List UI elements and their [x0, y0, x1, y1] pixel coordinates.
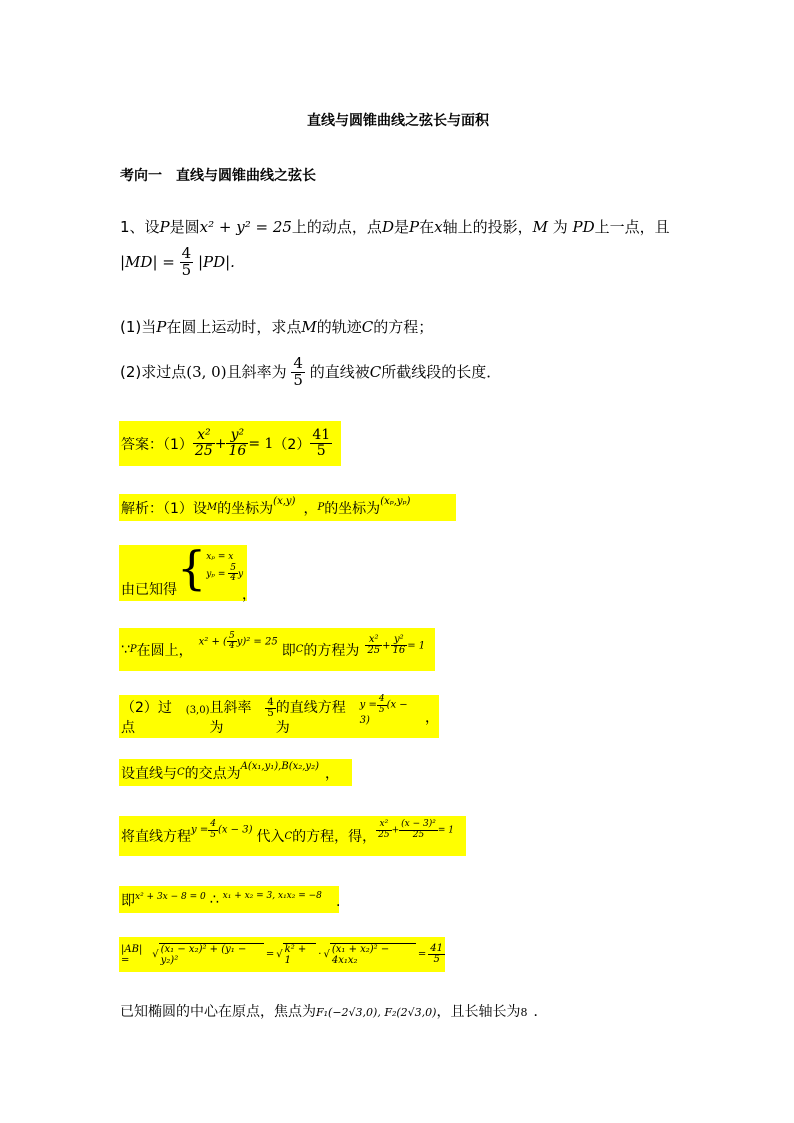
problem-line-2: |MD| = $\frac{4}{5}$ |PD|.: [120, 244, 235, 279]
page-title: 直线与圆锥曲线之弦长与面积: [307, 113, 489, 129]
solution-line-1: 解析：（1）设 M 的坐标为 (x,y) ， P 的坐标为 (xₚ,yₚ): [119, 494, 456, 521]
problem-part-2: (2)求过点(3, 0)且斜率为 $\frac{4}{5}$ 的直线被C所截线段的长度．: [120, 354, 502, 389]
solution-line-8: |AB| = √ (x₁ − x₂)² + (y₁ − y₂)² = √ k² + 1 · √ (x₁ + x₂)² − 4x₁x₂ = $\frac{41}{5}$: [119, 937, 445, 972]
answer-highlight: 答案：（1） $\frac{\text{x²}}{25}$ + $\frac{\text{y²}}{16}$ = 1 （2） $\frac{41}{5}$: [119, 421, 341, 466]
last-line: 已知椭圆的中心在原点，焦点为F₁(−2√3,0), F₂(2√3,0)，且长轴长为8 ．: [120, 1004, 548, 1020]
solution-line-7: 即 x² + 3x − 8 = 0 ∴ x₁ + x₂ = 3, x₁x₂ = −8: [119, 886, 339, 913]
solution-line-3: ∵ P 在圆上， x² + ( $\frac{5}{4}$ y)² = 25 即 C 的方程为 $\frac{\text{x²}}{25}$ + $\frac{\text{y²}}{16}$ = 1: [119, 628, 435, 671]
section-heading: 考向一 直线与圆锥曲线之弦长: [120, 168, 316, 184]
solution-line-4: （2）过点 (3,0) 且斜率为 $\frac{4}{5}$ 的直线方程为 y = $\frac{4}{5}$ (x − 3) ，: [119, 695, 439, 738]
solution-line-6: 将直线方程 y = $\frac{4}{5}$ (x − 3) 代入 C 的方程，得， $\frac{\text{x²}}{25}$ + $\frac{\text{(x − 3)²}}{25}$ = 1: [119, 816, 466, 856]
period: .: [336, 894, 341, 910]
problem-line-1: 1、设P是圆x² + y² = 25上的动点，点D是P在x轴上的投影，M 为 PD上一点，且: [120, 218, 670, 236]
problem-part-1: (1)当P在圆上运动时，求点M的轨迹C的方程；: [120, 318, 434, 336]
comma: ，: [242, 587, 256, 603]
solution-line-2: 由已知得 { xₚ = x yₚ = $\frac{5}{4}$ y: [119, 545, 247, 601]
solution-line-5: 设直线与 C 的交点为 A(x₁,y₁),B(x₂,y₂) ，: [119, 759, 352, 786]
